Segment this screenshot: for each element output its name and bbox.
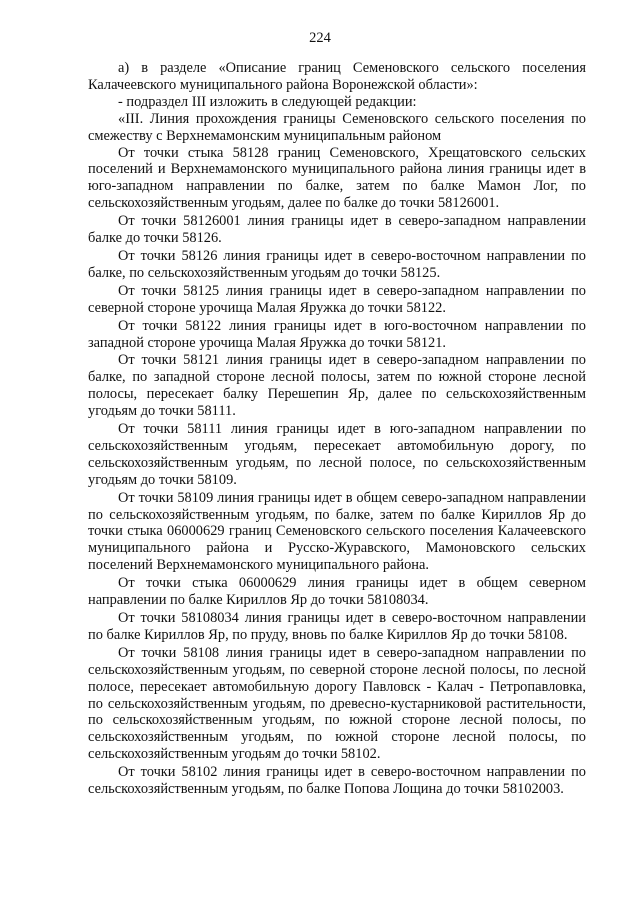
document-body bbox=[88, 60, 586, 798]
paragraph-boundary-58109: От точки 58109 линия границы идет в общем северо-западном направлении по сельскохозяйственным угодьям, по балке, затем по балке Кириллов Яр до точки стыка 06000629 границ Семеновского сельского поселения Калачеевского муниципального района и Русско-Журавского, Мамоновского сельских поселений Верхнемамонского муниципального района. bbox=[88, 489, 586, 574]
paragraph-boundary-58111: От точки 58111 линия границы идет в юго-западном направлении по сельскохозяйственным угодьям, пересекает автомобильную дорогу, по сельскохозяйственным угодьям, по лесной полосе, по сельскохозяйственным угодьям до точки 58109. bbox=[88, 421, 586, 488]
paragraph-boundary-58108034: От точки 58108034 линия границы идет в северо-восточном направлении по балке Кириллов Яр, по пруду, вновь по балке Кириллов Яр до точки 58108. bbox=[88, 610, 586, 643]
paragraph-subsection-title: «III. Линия прохождения границы Семеновского сельского поселения по смежеству с Верхнемамонским муниципальным районом bbox=[88, 110, 586, 144]
paragraph-subsection-instruction: - подраздел III изложить в следующей редакции: bbox=[118, 93, 417, 110]
paragraph-boundary-58126001: От точки 58126001 линия границы идет в северо-западном направлении балке до точки 58126. bbox=[88, 213, 586, 247]
paragraph-section-intro: а) в разделе «Описание границ Семеновского сельского поселения Калачеевского муниципального района Воронежской области»: bbox=[88, 60, 586, 93]
paragraph-boundary-58102: От точки 58102 линия границы идет в северо-восточном направлении по сельскохозяйственным угодьям, по балке Попова Лощина до точки 58102003. bbox=[88, 764, 586, 798]
paragraph-boundary-58126: От точки 58126 линия границы идет в северо-восточном направлении по балке, по сельскохозяйственным угодьям до точки 58125. bbox=[88, 247, 586, 281]
paragraph-boundary-58108: От точки 58108 линия границы идет в северо-западном направлении по сельскохозяйственным угодьям, по северной стороне лесной полосы, по лесной полосе, пересекает автомобильную дорогу Павловск - Калач - Петропавловка, по сельскохозяйственным угодьям, по древесно-кустарниковой растительности, по сельскохозяйственным угодьям, по южной стороне лесной полосы, по сельскохозяйственным угодьям, по южной стороне лесной полосы, по сельскохозяйственным угодьям до точки 58102. bbox=[88, 644, 586, 763]
paragraph-boundary-58121: От точки 58121 линия границы идет в северо-западном направлении по балке, по западной стороне лесной полосы, затем по южной стороне лесной полосы, пересекает балку Перешепин Яр, далее по сельскохозяйственным угодьям до точки 58111. bbox=[88, 352, 586, 420]
page-number: 224 bbox=[309, 30, 331, 46]
paragraph-boundary-06000629: От точки стыка 06000629 линия границы идет в общем северном направлении по балке Кириллов Яр до точки 58108034. bbox=[88, 575, 586, 609]
paragraph-boundary-58125: От точки 58125 линия границы идет в северо-западном направлении по северной стороне урочища Малая Яружка до точки 58122. bbox=[88, 282, 586, 316]
paragraph-boundary-58122: От точки 58122 линия границы идет в юго-восточном направлении по западной стороне урочища Малая Яружка до точки 58121. bbox=[88, 317, 586, 351]
paragraph-boundary-58128: От точки стыка 58128 границ Семеновского, Хрещатовского сельских поселений и Верхнемамонского муниципального района линия границы идет в юго-западном направлении по балке, затем по балке Мамон Лог, по сельскохозяйственным угодьям, далее по балке до точки 58126001. bbox=[88, 144, 586, 212]
